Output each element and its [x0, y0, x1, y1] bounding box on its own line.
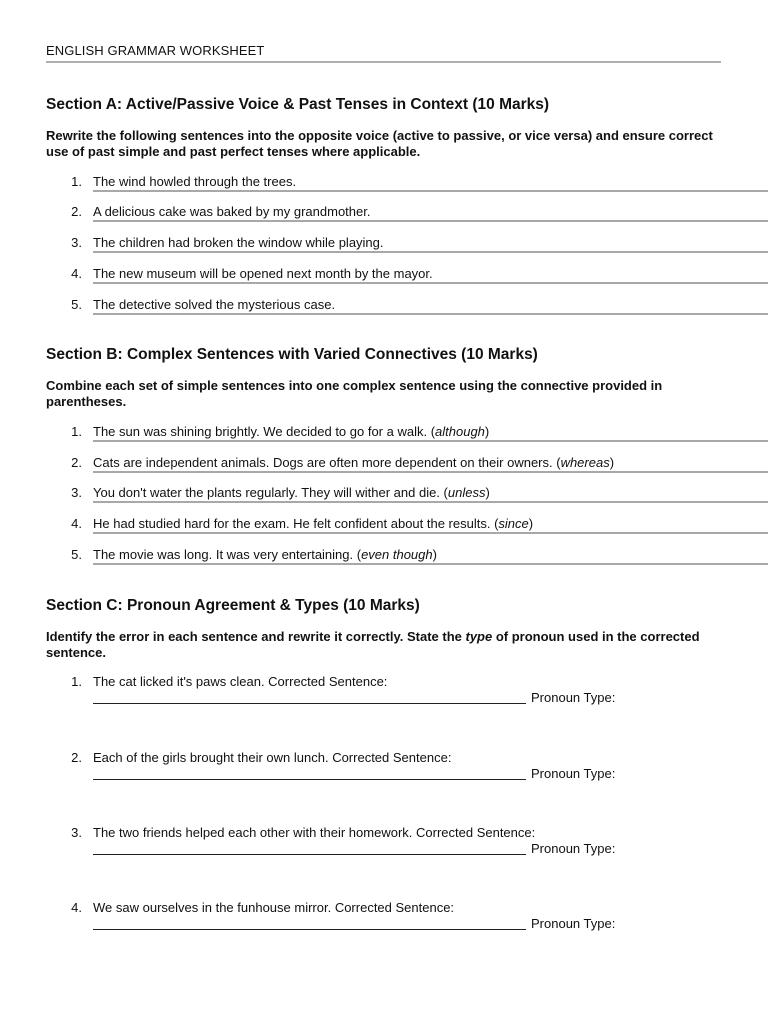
section-a-item-2	[0, 204, 768, 224]
paren-close: )	[484, 424, 490, 439]
section-c-item-3	[0, 825, 768, 865]
section-b-item-3	[0, 485, 768, 505]
sentence-text: He had studied hard for the exam. He felt confident about the results. (	[93, 516, 499, 531]
section-c-item-4	[0, 900, 768, 940]
instructions-part: Identify the error in each sentence and rewrite it correctly. State the	[46, 629, 466, 644]
answer-line[interactable]	[93, 424, 768, 442]
corrected-sentence-blank[interactable]	[93, 854, 526, 855]
paren-close: )	[485, 485, 490, 500]
item-number: 1.	[71, 424, 82, 439]
sentence-text: The children had broken the window while playing.	[93, 235, 384, 250]
connective: even though	[361, 547, 433, 562]
connective: although	[435, 424, 485, 439]
connective: whereas	[560, 455, 610, 470]
sentence-text: The movie was long. It was very entertaining. (	[93, 547, 362, 562]
item-number: 3.	[71, 825, 82, 840]
pronoun-type-label: Pronoun Type:	[531, 841, 616, 856]
item-number: 1.	[71, 174, 82, 189]
answer-line[interactable]	[93, 174, 768, 192]
sentence-text: Each of the girls brought their own lunch. Corrected Sentence:	[93, 750, 452, 765]
section-a-item-5	[0, 297, 768, 317]
answer-line[interactable]	[93, 516, 768, 534]
item-number: 2.	[71, 750, 82, 765]
answer-line[interactable]	[93, 297, 768, 315]
item-number: 5.	[71, 547, 82, 562]
section-c-title: Section C: Pronoun Agreement & Types (10 Marks)	[46, 597, 420, 614]
sentence-text: Cats are independent animals. Dogs are often more dependent on their owners. (	[93, 455, 561, 470]
corrected-sentence-blank[interactable]	[93, 703, 526, 704]
sentence-text: The new museum will be opened next month by the mayor.	[93, 266, 433, 281]
connective: since	[498, 516, 529, 531]
section-b-title: Section B: Complex Sentences with Varied Connectives (10 Marks)	[46, 346, 538, 363]
pronoun-type-label: Pronoun Type:	[531, 916, 616, 931]
section-a-title: Section A: Active/Passive Voice & Past Tenses in Context (10 Marks)	[46, 96, 550, 113]
sentence-text: We saw ourselves in the funhouse mirror. Corrected Sentence:	[93, 900, 455, 915]
section-b-item-5	[0, 547, 768, 567]
item-number: 4.	[71, 900, 82, 915]
pronoun-type-label: Pronoun Type:	[531, 766, 616, 781]
item-number: 2.	[71, 455, 82, 470]
pronoun-type-label: Pronoun Type:	[531, 690, 616, 705]
sentence-text: The wind howled through the trees.	[93, 174, 297, 189]
sentence-text: The two friends helped each other with their homework. Corrected Sentence:	[93, 825, 536, 840]
corrected-sentence-blank[interactable]	[93, 779, 526, 780]
sentence-text: The detective solved the mysterious case.	[93, 297, 336, 312]
section-a-item-4	[0, 266, 768, 286]
sentence-text: You don't water the plants regularly. They will wither and die. (	[93, 485, 448, 500]
answer-line[interactable]	[93, 266, 768, 284]
answer-line[interactable]	[93, 235, 768, 253]
worksheet-header: ENGLISH GRAMMAR WORKSHEET	[46, 43, 721, 63]
instructions-part: of pronoun used in the corrected sentence.	[46, 629, 700, 660]
section-b-item-1	[0, 424, 768, 444]
item-number: 5.	[71, 297, 82, 312]
instructions-emphasis: type	[465, 629, 493, 644]
sentence-text: The cat licked it's paws clean. Corrected Sentence:	[93, 674, 388, 689]
section-c-item-2	[0, 750, 768, 790]
paren-close: )	[528, 516, 534, 531]
section-a-item-3	[0, 235, 768, 255]
paren-close: )	[609, 455, 615, 470]
item-number: 4.	[71, 266, 82, 281]
answer-line[interactable]	[93, 204, 768, 222]
answer-line[interactable]	[93, 485, 768, 503]
section-c-instructions	[46, 629, 736, 661]
item-number: 4.	[71, 516, 82, 531]
section-b-item-2	[0, 455, 768, 475]
paren-close: )	[432, 547, 437, 562]
section-b-item-4	[0, 516, 768, 536]
section-a-item-1	[0, 174, 768, 194]
section-b-instructions: Combine each set of simple sentences into one complex sentence using the connective provided in parentheses.	[46, 378, 663, 409]
answer-line[interactable]	[93, 455, 768, 473]
item-number: 1.	[71, 674, 82, 689]
item-number: 3.	[71, 235, 82, 250]
corrected-sentence-blank[interactable]	[93, 929, 526, 930]
answer-line[interactable]	[93, 547, 768, 565]
section-c-item-1	[0, 674, 768, 714]
connective: unless	[447, 485, 486, 500]
section-a-instructions: Rewrite the following sentences into the opposite voice (active to passive, or vice versa) and ensure correct use of past simple and past perfect tenses where applicable.	[46, 128, 713, 159]
sentence-text: A delicious cake was baked by my grandmother.	[93, 204, 371, 219]
sentence-text: The sun was shining brightly. We decided to go for a walk. (	[93, 424, 436, 439]
item-number: 2.	[71, 204, 82, 219]
item-number: 3.	[71, 485, 82, 500]
